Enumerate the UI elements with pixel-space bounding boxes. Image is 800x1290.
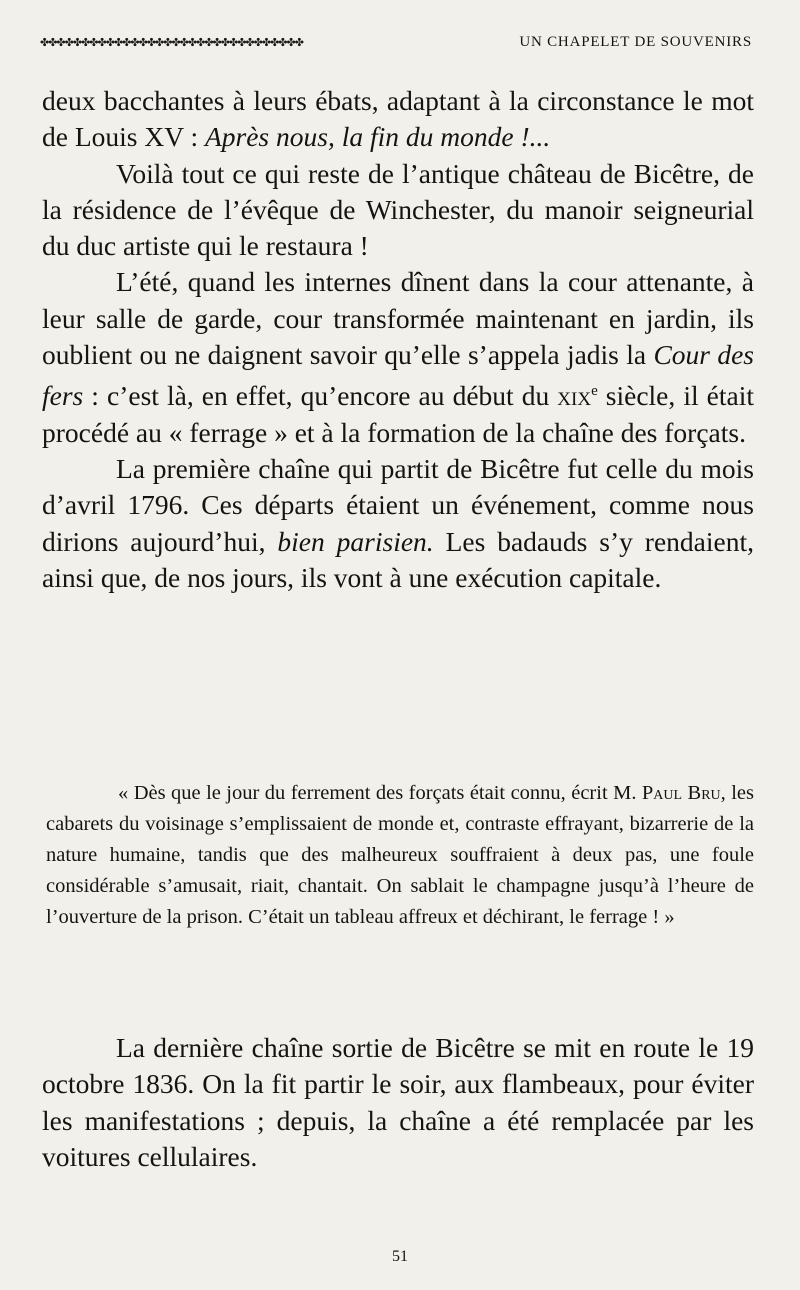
paragraph-5: La dernière chaîne sortie de Bicêtre se mit en route le 19 octobre 1836. On la fit partir le soir, aux flambeaux, pour éviter les manifestations ; depuis, la chaîne a été remplacée par les voitures cellulaires.	[42, 1032, 754, 1172]
paragraph-3	[42, 264, 754, 451]
paragraph-1-quote: Après nous, la fin du monde !...	[204, 121, 551, 153]
paragraph-1	[42, 83, 754, 156]
paragraph-3-text-c: : c’est là, en effet, qu’encore au début du	[83, 380, 558, 412]
paragraph-4	[42, 451, 754, 596]
paragraph-3-century-suffix: e	[591, 383, 598, 400]
closing-text	[42, 1030, 754, 1175]
quote-text-a: « Dès que le jour du ferrement des forçats était connu, écrit M.	[118, 782, 642, 804]
quote-text-b: , les cabarets du voisinage s’emplissaient de monde et, contraste effrayant, bizarrerie de la nature humaine, tandis que des malheureux souffraient à deux pas, une foule considérable s’amusait, riait, chantait. On sablait le champagne jusqu’à l’heure de l’ouverture de la prison. C’était un tableau affreux et déchirant, le ferrage ! »	[46, 782, 755, 928]
paragraph-3-century: xix	[557, 380, 592, 412]
paragraph-1-text: deux bacchantes à leurs ébats, adaptant à la circonstance le mot de Louis XV :	[42, 85, 754, 153]
running-head	[40, 30, 752, 54]
paragraph-3-cour-des-fers: Cour des fers	[42, 339, 755, 412]
paragraph-2: Voilà tout ce qui reste de l’antique château de Bicêtre, de la résidence de l’évêque de Winchester, du manoir seigneurial du duc artiste qui le restaura !	[42, 157, 754, 262]
ornament-band: ✤✤✤✤✤✤✤✤✤✤✤✤✤✤✤✤✤✤✤✤✤✤✤✤✤✤✤✤✤✤✤✤	[40, 35, 303, 49]
paragraph-3-text-a: L’été, quand les internes dînent dans la cour attenante, à leur salle de garde, cour transformée maintenant en jardin, ils oublient ou ne daignent savoir qu’elle s’appela jadis la	[42, 266, 754, 371]
paragraph-4-text-c: Les badauds s’y rendaient, ainsi que, de nos jours, ils vont à une exécution capitale.	[42, 525, 754, 594]
block-quote	[46, 778, 754, 933]
quote-paragraph	[46, 778, 754, 933]
quote-author: Paul Bru	[641, 782, 721, 804]
main-text	[42, 83, 754, 596]
paragraph-4-text-a: La première chaîne qui partit de Bicêtre fut celle du mois d’avril 1796. Ces départs étaient un événement, comme nous dirions aujourd’hui,	[42, 453, 754, 557]
paragraph-4-bien-parisien: bien parisien.	[277, 525, 434, 557]
running-title: UN CHAPELET DE SOUVENIRS	[519, 33, 752, 50]
paragraph-3-text-f: siècle, il était procédé au « ferrage » et à la formation de la chaîne des forçats.	[42, 380, 754, 448]
page-number: 51	[392, 1248, 408, 1265]
